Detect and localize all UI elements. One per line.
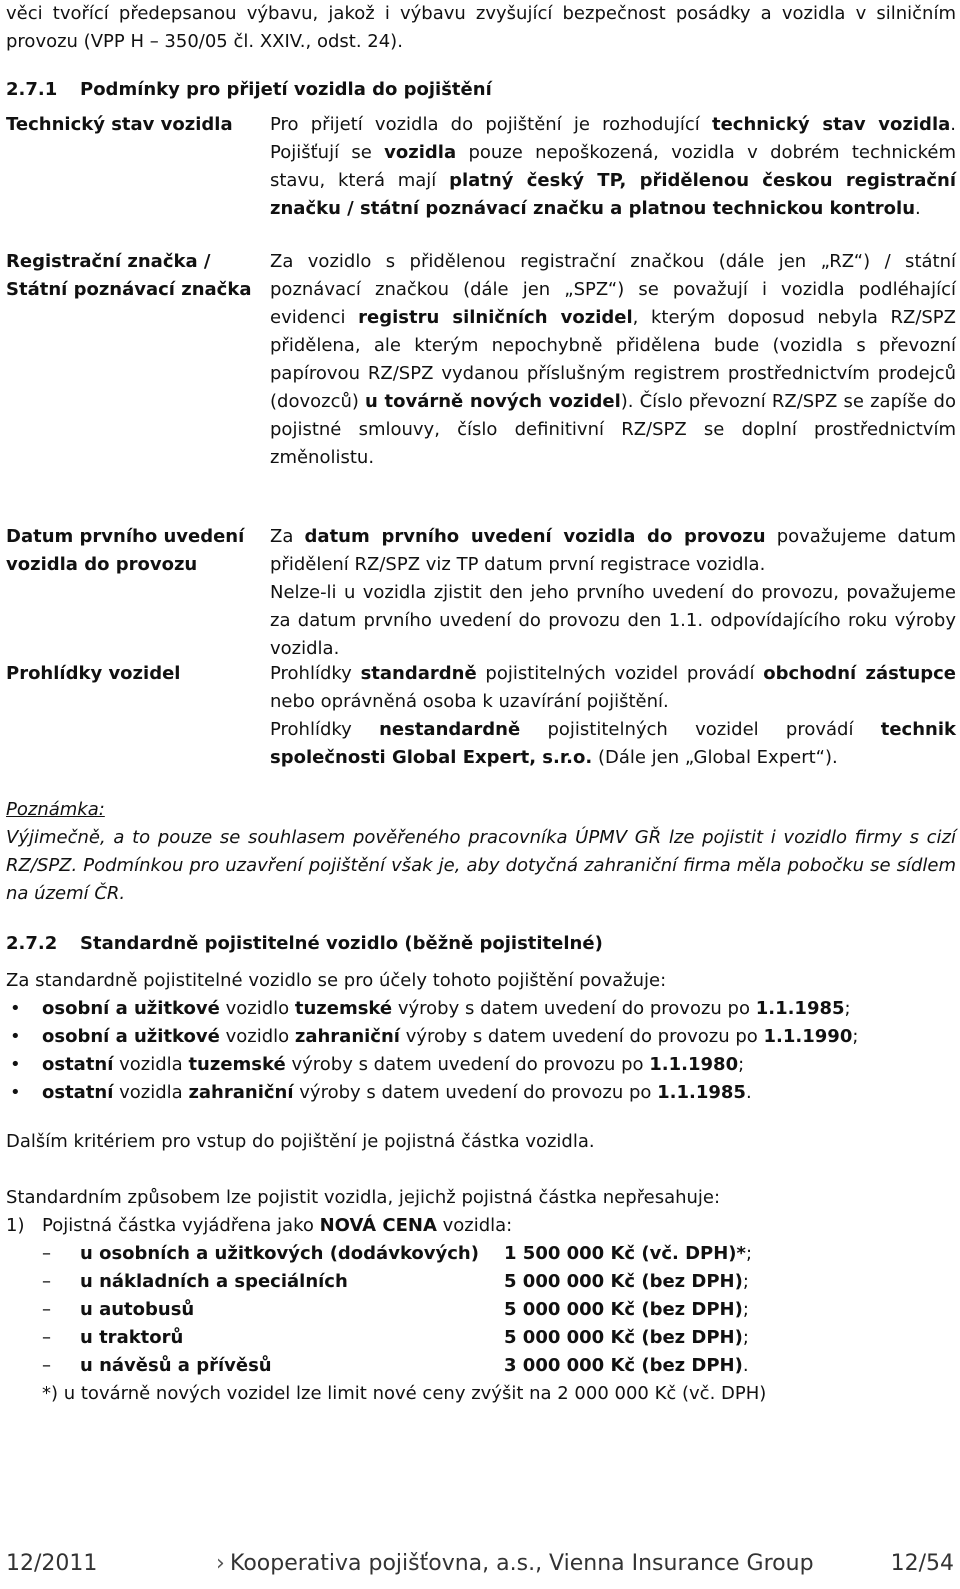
- standard-vehicle-list: [6, 995, 956, 1107]
- limit-row: – u návěsů a přívěsů 3 000 000 Kč (bez DPH).: [42, 1355, 749, 1376]
- list-item: • ostatní vozidla tuzemské výroby s datem uvedení do provozu po 1.1.1980;: [6, 1051, 956, 1079]
- intro-paragraph: věci tvořící předepsanou výbavu, jakož i výbavu zvyšující bezpečnost posádky a vozidla v silničním provozu (VPP H – 350/05 čl. XXIV., odst. 24).: [6, 3, 956, 52]
- row-text: Prohlídky standardně pojistitelných vozidel provádí obchodní zástupce nebo oprávněná osoba k uzavírání pojištění. Prohlídky nestandardně pojistitelných vozidel provádí technik společnosti Global Expert, s.r.o. (Dále jen „Global Expert“).: [270, 663, 956, 768]
- criterion-paragraph: Dalším kritériem pro vstup do pojištění je pojistná částka vozidla.: [6, 1131, 595, 1152]
- list-item: • osobní a užitkové vozidlo zahraniční výroby s datem uvedení do provozu po 1.1.1990;: [6, 1023, 956, 1051]
- row-label: Prohlídky vozidel: [6, 663, 181, 684]
- section-number: 2.7.2: [6, 933, 58, 954]
- footnote: *) u továrně nových vozidel lze limit nové ceny zvýšit na 2 000 000 Kč (vč. DPH): [42, 1383, 767, 1404]
- footer-date: 12/2011: [6, 1551, 98, 1576]
- section-title: Standardně pojistitelné vozidlo (běžně pojistitelné): [80, 933, 603, 954]
- item-1: 1) Pojistná částka vyjádřena jako NOVÁ CENA vozidla:: [6, 1215, 513, 1236]
- row-label: Technický stav vozidla: [6, 114, 233, 135]
- row-text: Za vozidlo s přidělenou registrační značkou (dále jen „RZ“) / státní poznávací značkou (dále jen „SPZ“) se považují i vozidla podléhající evidenci registru silničních vozidel, kterým doposud nebyla RZ/SPZ přidělena, ale kterým nepochybně přidělena bude (vozidla s převozní papírovou RZ/SPZ vydanou příslušným registrem prostřednictvím prodejců (dovozců) u továrně nových vozidel). Číslo převozní RZ/SPZ se zapíše do pojistné smlouvy, číslo definitivní RZ/SPZ se doplní prostřednictvím změnolistu.: [270, 251, 956, 468]
- limits-block: [6, 1184, 956, 1408]
- footer-page-number: 12/54: [890, 1551, 954, 1576]
- limit-row: – u traktorů 5 000 000 Kč (bez DPH);: [42, 1327, 749, 1348]
- note-body: Výjimečně, a to pouze se souhlasem pověřeného pracovníka ÚPMV GŘ lze pojistit i vozidlo firmy s cizí RZ/SPZ. Podmínkou pro uzavření pojištění však je, aby dotyčná zahraniční firma měla pobočku se sídlem na území ČR.: [6, 827, 956, 904]
- bullet-icon: •: [10, 1082, 21, 1103]
- bullet-icon: •: [10, 1054, 21, 1075]
- section-heading-2-7-2: [6, 930, 603, 958]
- row-text: Pro přijetí vozidla do pojištění je rozhodující technický stav vozidla. Pojišťují se vozidla pouze nepoškozená, vozidla v dobrém technickém stavu, která mají platný český TP, přidělenou českou registrační značku / státní poznávací značku a platnou technickou kontrolu.: [270, 114, 957, 219]
- section-intro: Za standardně pojistitelné vozidlo se pro účely tohoto pojištění považuje:: [6, 970, 667, 991]
- section-title: Podmínky pro přijetí vozidla do pojištění: [80, 79, 492, 100]
- limit-row: – u autobusů 5 000 000 Kč (bez DPH);: [42, 1299, 749, 1320]
- list-item: • ostatní vozidla zahraniční výroby s datem uvedení do provozu po 1.1.1985.: [6, 1079, 956, 1107]
- note-title: Poznámka:: [6, 799, 105, 820]
- row-label: Datum prvního uvedení vozidla do provozu: [6, 526, 245, 575]
- row-text: Za datum prvního uvedení vozidla do provozu považujeme datum přidělení RZ/SPZ viz TP datum první registrace vozidla. Nelze-li u vozidla zjistit den jeho prvního uvedení do provozu, považujeme za datum prvního uvedení do provozu den 1.1. odpovídajícího roku výroby vozidla.: [270, 526, 957, 659]
- chevron-right-icon: ›: [216, 1551, 225, 1576]
- bullet-icon: •: [10, 998, 21, 1019]
- bullet-icon: •: [10, 1026, 21, 1047]
- note-block: [6, 796, 956, 908]
- list-item: • osobní a užitkové vozidlo tuzemské výroby s datem uvedení do provozu po 1.1.1985;: [6, 995, 956, 1023]
- standard-intro: Standardním způsobem lze pojistit vozidla, jejichž pojistná částka nepřesahuje:: [6, 1187, 721, 1208]
- row-label: Registrační značka / Státní poznávací značka: [6, 251, 252, 300]
- footer-company: › Kooperativa pojišťovna, a.s., Vienna Insurance Group: [216, 1544, 814, 1584]
- page-footer: [6, 1544, 956, 1584]
- section-heading-2-7-1: [6, 76, 492, 104]
- section-number: 2.7.1: [6, 79, 58, 100]
- limit-row: – u nákladních a speciálních 5 000 000 Kč (bez DPH);: [42, 1271, 749, 1292]
- standard-vehicle-block: [6, 967, 956, 1107]
- limit-row: – u osobních a užitkových (dodávkových) 1 500 000 Kč (vč. DPH)*;: [42, 1243, 753, 1264]
